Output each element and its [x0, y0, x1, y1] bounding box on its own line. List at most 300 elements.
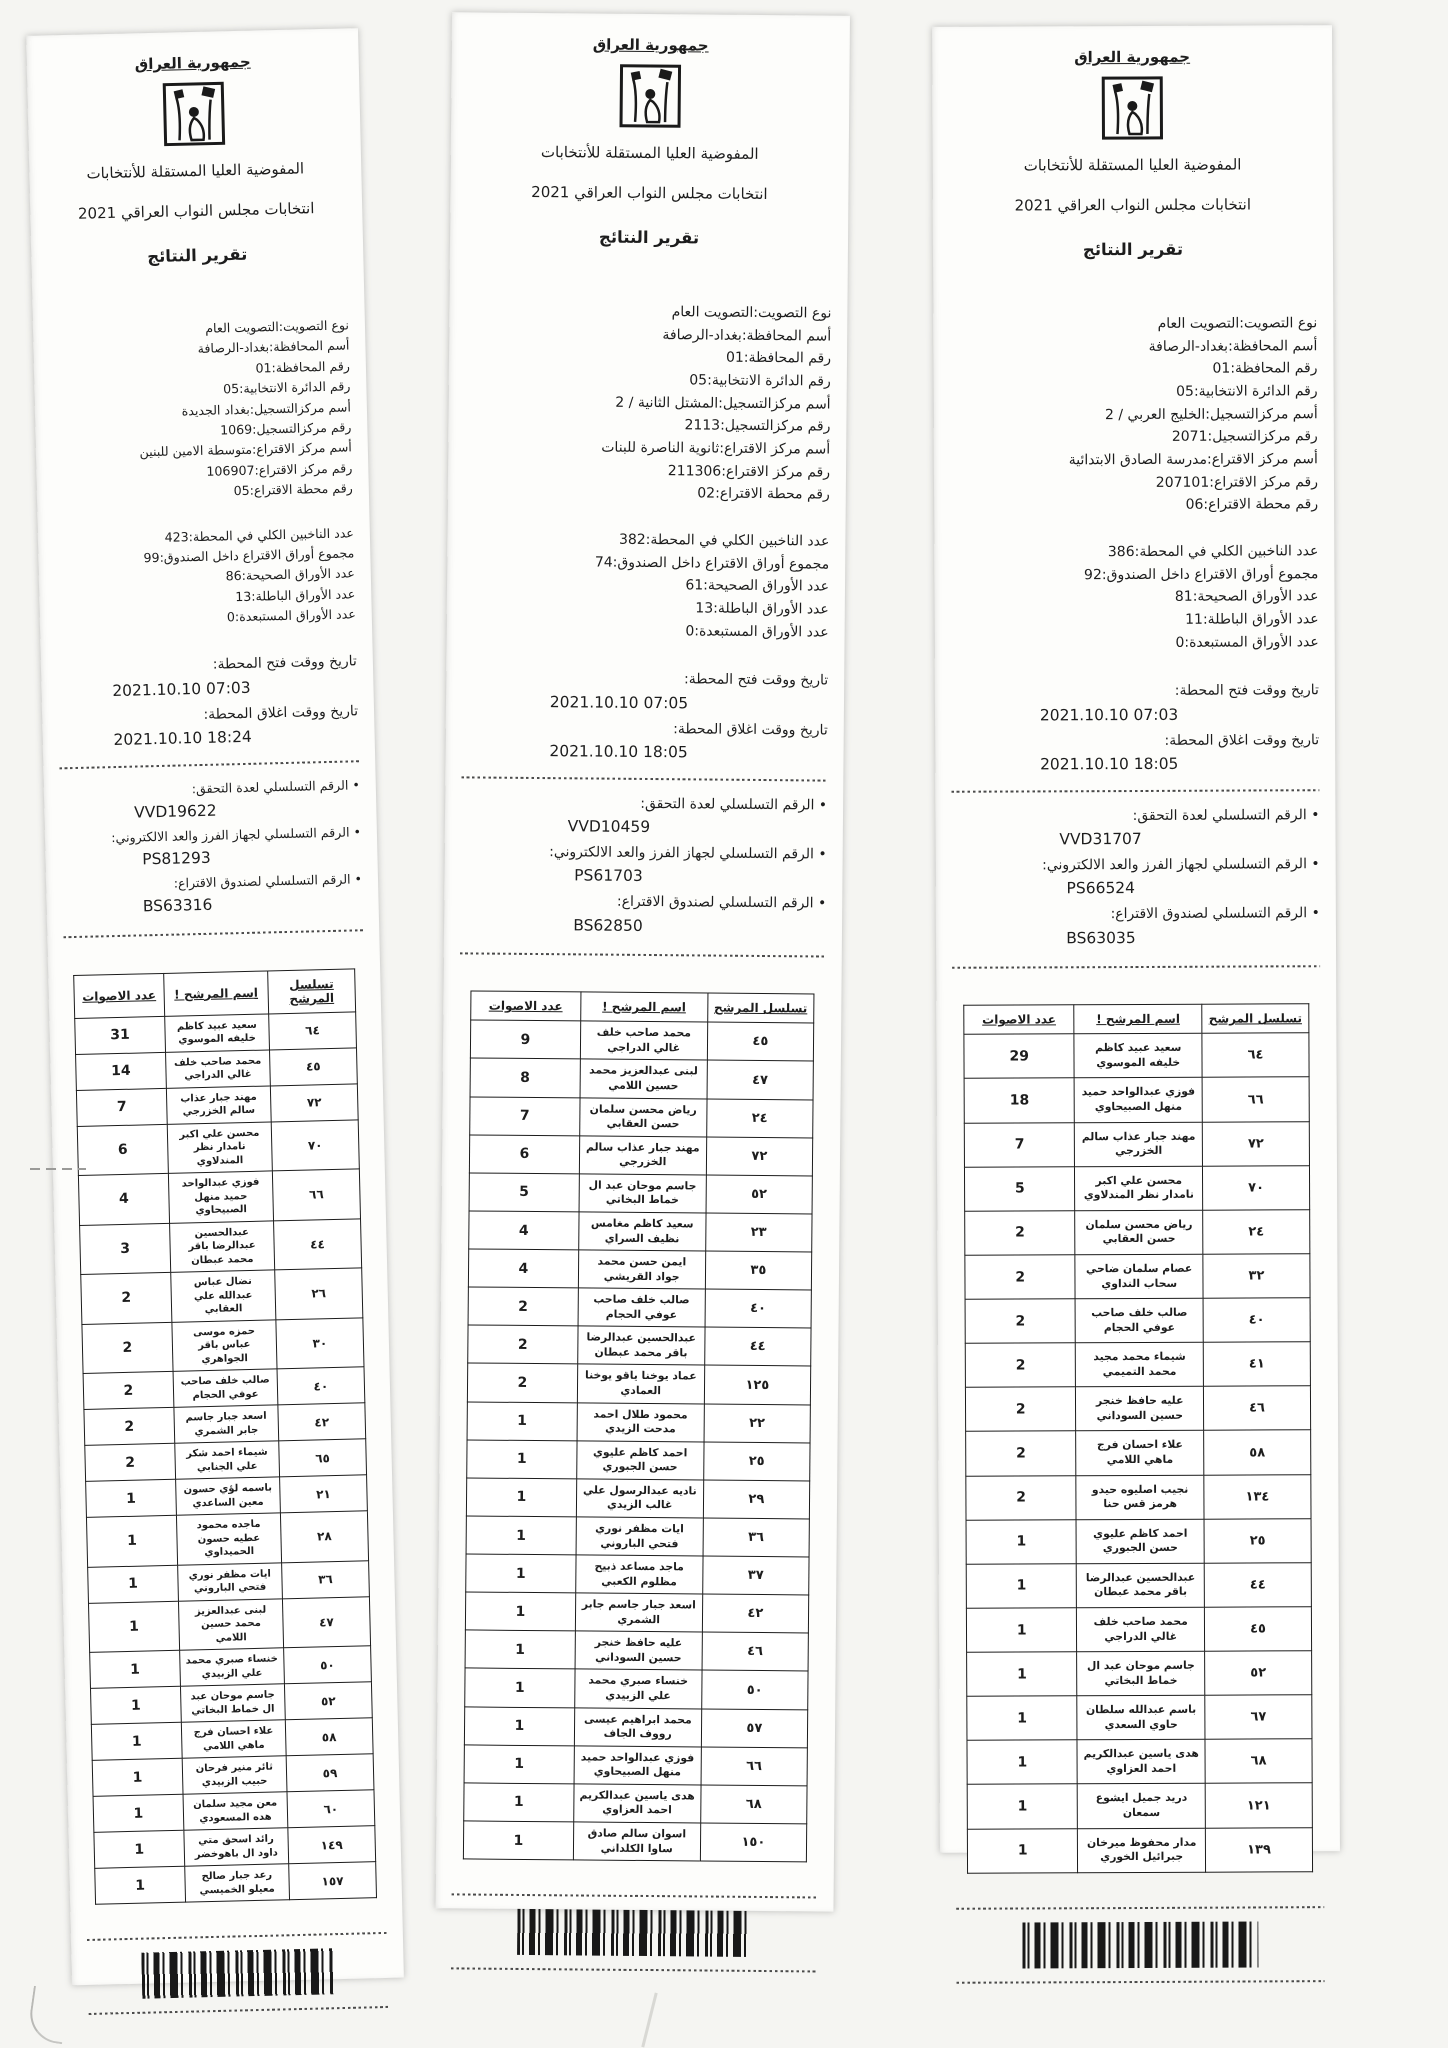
serial-label: • الرقم التسلسلي لعدة التحقق: — [1132, 806, 1320, 824]
info-line: أسم المحافظة:بغداد-الرصافة — [1148, 337, 1318, 355]
candidate-name: اسعد جبار جاسم جابر الشمري — [174, 1405, 279, 1443]
candidate-name: صالب خلف صاحب عوفي الحجام — [578, 1288, 705, 1327]
candidate-row — [470, 1097, 813, 1138]
candidate-row — [82, 1317, 364, 1373]
seq-column-header: تسلسل المرشح — [268, 969, 356, 1014]
candidate-name: عصام سلمان ضاحي سحاب النداوي — [1075, 1254, 1203, 1299]
country-title: جمهورية العراق — [134, 52, 251, 74]
candidate-name: فوزي عبدالواحد حميد منهل الصبيحاوي — [574, 1746, 701, 1785]
candidate-votes: 4 — [78, 1174, 169, 1226]
stat-line: عدد الأوراق الصحيحة:86 — [225, 565, 355, 584]
info-line: رقم محطة الاقتراع:06 — [1185, 496, 1319, 514]
info-line: رقم الدائرة الانتخابية:05 — [1176, 383, 1318, 400]
candidate-seq: ١٢١ — [1205, 1783, 1312, 1828]
candidate-votes: 6 — [469, 1135, 579, 1174]
votes-column-header: عدد الاصوات — [964, 1005, 1075, 1034]
candidate-seq: ٧٢ — [270, 1084, 358, 1122]
candidate-votes: 8 — [470, 1058, 580, 1097]
candidate-seq: ٧٠ — [271, 1120, 359, 1172]
election-title: انتخابات مجلس النواب العراقي 2021 — [531, 182, 768, 204]
stat-line: عدد الناخبين الكلي في المحطة:423 — [164, 524, 355, 545]
candidate-votes: 2 — [965, 1255, 1076, 1300]
candidate-row — [966, 1474, 1311, 1520]
barcode — [517, 1909, 752, 1957]
candidate-votes: 2 — [966, 1475, 1077, 1520]
name-column-header: اسم المرشح ! — [1074, 1005, 1202, 1035]
table-header-row — [471, 991, 814, 1023]
scan-artifact-streak — [641, 1992, 657, 2047]
candidate-name: جاسم موحان عبد ال خماط البخاتي — [579, 1174, 706, 1213]
dotted-separator — [951, 789, 1319, 794]
serial-value: PS81293 — [142, 848, 211, 869]
candidate-name: ثائر منير فرحان حبيب الزبيدي — [182, 1756, 287, 1794]
serial-numbers — [460, 791, 827, 942]
candidate-seq: ٤٥ — [707, 1022, 814, 1061]
info-line: أسم مركز الاقتراع:متوسطة الامين للبنين — [139, 439, 353, 460]
votes-column-header: عدد الاصوات — [74, 973, 165, 1018]
candidate-votes: 1 — [92, 1758, 183, 1796]
candidate-votes: 1 — [966, 1519, 1077, 1564]
info-line: أسم مركزالتسجيل:بغداد الجديدة — [181, 398, 352, 418]
serial-label: • الرقم التسلسلي لصندوق الاقتراع: — [1110, 905, 1320, 923]
candidate-name: نضال عباس عبدالله علي العقابي — [171, 1270, 276, 1322]
candidate-votes: 1 — [466, 1554, 576, 1593]
candidate-seq: ٥٠ — [701, 1670, 808, 1709]
info-line: رقم الدائرة الانتخابية:05 — [689, 372, 831, 390]
close-time-label: تاريخ ووقت اغلاق المحطة: — [673, 720, 828, 739]
candidate-votes: 1 — [91, 1722, 182, 1760]
candidate-seq: ٤٤ — [704, 1327, 811, 1366]
candidate-results-table — [463, 991, 815, 1863]
serial-value: PS66524 — [1066, 879, 1136, 898]
serial-value: VVD31707 — [1059, 830, 1142, 849]
candidate-name: هدى ياسين عبدالكريم احمد العزاوي — [574, 1784, 701, 1823]
election-title: انتخابات مجلس النواب العراقي 2021 — [1014, 195, 1252, 215]
candidate-row — [967, 1695, 1312, 1741]
info-line: رقم المحافظة:01 — [725, 350, 832, 367]
candidate-seq: ٦٤ — [1202, 1033, 1309, 1078]
candidate-seq: ٤٠ — [705, 1289, 812, 1328]
candidate-row — [465, 1592, 808, 1633]
report-title: تقرير النتائج — [1082, 239, 1184, 260]
candidate-name: ماجده محمود عطيه حسون الحميداوي — [176, 1513, 281, 1565]
candidate-seq: ٢٥ — [703, 1442, 810, 1481]
candidate-votes: 1 — [967, 1784, 1078, 1829]
candidate-row — [95, 1862, 377, 1905]
open-time-value: 2021.10.10 07:03 — [112, 678, 251, 700]
country-title: جمهورية العراق — [592, 35, 709, 55]
stat-line: عدد الأوراق الباطلة:13 — [695, 600, 829, 618]
candidate-seq: ٦٠ — [287, 1790, 375, 1828]
open-close-times — [461, 667, 828, 767]
close-time-value: 2021.10.10 18:24 — [113, 727, 253, 750]
serial-label: • الرقم التسلسلي لصندوق الاقتراع: — [173, 870, 363, 891]
serial-value: BS63035 — [1066, 928, 1136, 947]
info-line: أسم مركز الاقتراع:مدرسة الصادق الابتدائية — [1068, 451, 1318, 469]
candidate-row — [81, 1268, 363, 1324]
stat-line: عدد الأوراق المستبعدة:0 — [685, 623, 829, 641]
candidate-votes: 1 — [90, 1650, 181, 1688]
seq-column-header: تسلسل المرشح — [707, 993, 814, 1023]
serial-label: • الرقم التسلسلي لصندوق الاقتراع: — [616, 893, 827, 912]
candidate-name: فوزي عبدالواحد حميد منهل الصبيحاوي — [1075, 1078, 1203, 1123]
candidate-votes: 2 — [965, 1387, 1076, 1432]
candidate-votes: 4 — [468, 1249, 578, 1288]
candidate-seq: ٧٠ — [1203, 1165, 1310, 1210]
results-receipt-right — [932, 25, 1340, 1864]
candidate-votes: 7 — [964, 1122, 1075, 1167]
candidate-name: صالب خلف صاحب عوفي الحجام — [173, 1369, 278, 1407]
candidate-row — [464, 1707, 807, 1748]
candidate-votes: 2 — [85, 1443, 176, 1481]
candidate-name: سعيد كاظم مغامس نظيف السراي — [578, 1212, 705, 1251]
stat-line: مجموع أوراق الاقتراع داخل الصندوق:92 — [1084, 565, 1319, 583]
candidate-name: ايات مظفر نوري فتحي الباروني — [576, 1517, 703, 1556]
name-column-header: اسم المرشح ! — [164, 971, 269, 1016]
serial-label: • الرقم التسلسلي لجهاز الفرز والعد الالكتروني: — [549, 844, 827, 863]
report-title: تقرير النتائج — [146, 244, 248, 267]
candidate-seq: ٥٩ — [286, 1754, 374, 1792]
candidate-votes: 1 — [467, 1440, 577, 1479]
candidate-votes: 2 — [467, 1363, 577, 1402]
candidate-votes: 1 — [464, 1707, 574, 1746]
country-title: جمهورية العراق — [1074, 47, 1191, 67]
info-line: رقم مركز الاقتراع:211306 — [667, 462, 831, 481]
station-info — [49, 315, 353, 506]
candidate-seq: ٦٨ — [700, 1785, 807, 1824]
candidate-row — [466, 1516, 809, 1557]
candidate-name: خنساء صبري محمد علي الزبيدي — [180, 1648, 285, 1686]
candidate-seq: ٤٥ — [269, 1048, 357, 1086]
candidate-name: محمود طلال احمد مدحت الزيدي — [577, 1403, 704, 1442]
candidate-votes: 1 — [463, 1821, 573, 1860]
info-line: رقم مركزالتسجيل:2071 — [1171, 428, 1318, 446]
candidate-seq: ٣٥ — [705, 1251, 812, 1290]
candidate-votes: 3 — [80, 1223, 171, 1275]
candidate-name: محمد صاحب خلف غالي الدراجي — [580, 1021, 707, 1060]
candidate-row — [86, 1511, 368, 1567]
candidate-name: رياض محسن سلمان حسن العقابي — [1075, 1210, 1203, 1255]
candidate-name: لبنى عبدالعزيز محمد حسين اللامي — [178, 1598, 283, 1650]
dotted-separator — [461, 776, 827, 782]
candidate-votes: 1 — [966, 1608, 1077, 1653]
stat-line: عدد الأوراق الصحيحة:81 — [1174, 588, 1319, 606]
election-title: انتخابات مجلس النواب العراقي 2021 — [77, 199, 315, 223]
candidate-votes: 1 — [88, 1601, 179, 1653]
dotted-separator — [89, 2006, 389, 2016]
candidate-votes: 1 — [464, 1783, 574, 1822]
candidate-seq: ٤٧ — [282, 1596, 370, 1648]
candidate-row — [80, 1219, 362, 1275]
candidate-name: سعيد عبيد كاظم خليفه الموسوي — [165, 1014, 270, 1052]
candidate-seq: ١٣٤ — [1204, 1474, 1311, 1519]
candidate-row — [468, 1287, 811, 1328]
candidate-votes: 1 — [465, 1630, 575, 1669]
candidate-row — [967, 1783, 1312, 1829]
candidate-seq: ١٤٩ — [288, 1826, 376, 1864]
candidate-row — [965, 1386, 1310, 1432]
candidate-votes: 4 — [469, 1211, 579, 1250]
candidate-row — [470, 1020, 813, 1061]
open-time-label: تاريخ ووقت فتح المحطة: — [683, 671, 829, 689]
candidate-seq: ٤١ — [1203, 1342, 1310, 1387]
candidate-row — [469, 1211, 812, 1252]
info-line: رقم مركز الاقتراع:106907 — [206, 460, 353, 479]
candidate-seq: ٣٦ — [281, 1560, 369, 1598]
candidate-name: هدى ياسين عبدالكريم احمد العزاوي — [1077, 1740, 1205, 1785]
serial-value: BS62850 — [573, 915, 643, 935]
candidate-row — [78, 1169, 360, 1225]
votes-column-header: عدد الاصوات — [471, 991, 581, 1021]
candidate-seq: ٦٤ — [269, 1012, 357, 1050]
candidate-seq: ٢٦ — [275, 1268, 363, 1320]
candidate-votes: 2 — [84, 1407, 175, 1445]
dotted-separator — [460, 952, 826, 958]
candidate-seq: ٤٠ — [277, 1367, 365, 1405]
ihec-logo — [619, 64, 682, 137]
candidate-name: احمد كاظم عليوي حسن الجبوري — [576, 1441, 703, 1480]
barcode — [141, 1948, 334, 1999]
candidate-seq: ٤٠ — [1203, 1298, 1310, 1343]
candidate-votes: 7 — [76, 1088, 167, 1126]
candidate-name: علاء احسان فرج ماهي اللامي — [1076, 1431, 1204, 1476]
close-time-value: 2021.10.10 18:05 — [1040, 754, 1179, 774]
results-receipt-left — [26, 28, 404, 1985]
candidate-seq: ٤٥ — [1204, 1607, 1311, 1652]
dotted-separator — [59, 760, 359, 770]
table-header-row — [964, 1004, 1309, 1035]
barcode-zone — [451, 1893, 818, 1973]
candidate-row — [467, 1402, 810, 1443]
candidate-votes: 29 — [964, 1034, 1075, 1079]
candidate-row — [466, 1478, 809, 1519]
candidate-votes: 31 — [75, 1016, 166, 1054]
candidate-seq: ٥٨ — [285, 1718, 373, 1756]
candidate-row — [967, 1827, 1312, 1873]
info-line: رقم محطة الاقتراع:02 — [697, 485, 830, 503]
stat-line: مجموع أوراق الاقتراع داخل الصندوق:99 — [143, 545, 355, 566]
candidate-seq: ٧٢ — [1202, 1121, 1309, 1166]
candidate-seq: ٦٨ — [1205, 1739, 1312, 1784]
candidate-seq: ١٣٩ — [1205, 1827, 1312, 1872]
dotted-separator — [87, 1932, 387, 1942]
ihec-logo — [162, 81, 226, 154]
candidate-votes: 1 — [95, 1866, 186, 1904]
candidate-name: جاسم موحان عبد ال خماط البخاتي — [180, 1684, 285, 1722]
candidate-votes: 1 — [465, 1668, 575, 1707]
receipt-header — [43, 50, 348, 268]
scan-artifact-dashes — [30, 1168, 86, 1170]
candidate-name: علاء احسان فرج ماهي اللامي — [181, 1720, 286, 1758]
candidate-seq: ٤٦ — [1203, 1386, 1310, 1431]
candidate-row — [466, 1554, 809, 1595]
candidate-name: عليه حافظ خنجر حسين السوداني — [1076, 1387, 1204, 1432]
candidate-votes: 1 — [966, 1564, 1077, 1609]
serial-label: • الرقم التسلسلي لعدة التحقق: — [640, 795, 828, 814]
candidate-results-table — [963, 1004, 1313, 1874]
close-time-value: 2021.10.10 18:05 — [549, 742, 688, 762]
candidate-name: محمد ابراهيم عيسى رووف الجاف — [574, 1707, 701, 1746]
candidate-name: عماد يوخنا ياقو يوخنا العمادي — [577, 1364, 704, 1403]
stat-line: مجموع أوراق الاقتراع داخل الصندوق:74 — [594, 554, 830, 573]
serial-value: BS63316 — [142, 895, 213, 916]
candidate-seq: ٣٦ — [703, 1518, 810, 1557]
candidate-name: اسوان سالم صادق ساوا الكلداني — [573, 1822, 700, 1861]
candidate-row — [469, 1135, 812, 1176]
candidate-name: ناديه عبدالرسول علي غالب الزيدي — [576, 1479, 703, 1518]
candidate-row — [965, 1210, 1310, 1256]
candidate-seq: ٢٤ — [706, 1099, 813, 1138]
candidate-seq: ٦٦ — [701, 1747, 808, 1786]
candidate-row — [965, 1165, 1310, 1211]
candidate-name: نجيب اصليوه حيدو هرمز قس حنا — [1076, 1475, 1204, 1520]
candidate-seq: ٦٥ — [279, 1439, 367, 1477]
info-line: نوع التصويت:التصويت العام — [205, 317, 350, 336]
candidate-row — [470, 1058, 813, 1099]
candidate-seq: ٥٧ — [701, 1709, 808, 1748]
candidate-votes: 2 — [965, 1299, 1076, 1344]
candidate-name: ماجد مساعد ذبيح مظلوم الكعبي — [575, 1555, 702, 1594]
candidate-name: ايات مظفر نوري فتحي الباروني — [178, 1562, 283, 1600]
candidate-row — [467, 1363, 810, 1404]
info-line: رقم مركزالتسجيل:1069 — [219, 419, 352, 438]
candidate-votes: 1 — [967, 1652, 1078, 1697]
serial-numbers — [60, 775, 363, 923]
serial-label: • الرقم التسلسلي لجهاز الفرز والعد الالكتروني: — [1042, 856, 1320, 874]
candidate-name: صالب خلف صاحب عوفي الحجام — [1075, 1298, 1203, 1343]
candidate-seq: ٥٢ — [1205, 1651, 1312, 1696]
candidate-name: مهند جبار عذاب سالم الخزرجي — [1075, 1122, 1203, 1167]
candidate-seq: ٣٧ — [702, 1556, 809, 1595]
candidate-name: شيماء احمد شكر علي الجنابي — [175, 1441, 280, 1479]
report-title: تقرير النتائج — [598, 227, 700, 248]
dotted-separator — [452, 1893, 818, 1899]
candidate-name: معن مجيد سلمان هده المسعودي — [183, 1792, 288, 1830]
candidate-seq: ٢١ — [279, 1475, 367, 1513]
serial-value: VVD10459 — [567, 817, 651, 837]
table-header-row — [74, 969, 356, 1019]
barcode-zone — [87, 1932, 389, 2016]
barcode-zone — [956, 1906, 1324, 1985]
candidate-seq: ٣٠ — [276, 1317, 364, 1369]
serial-value: VVD19622 — [133, 801, 217, 822]
open-close-times — [57, 651, 359, 754]
info-line: رقم محطة الاقتراع:05 — [233, 480, 353, 499]
info-line: أسم المحافظة:بغداد-الرصافة — [662, 326, 832, 345]
candidate-name: عبدالحسين عبدالرضا باقر محمد عبطان — [577, 1326, 704, 1365]
candidate-name: محسن علي اكبر نامدار نظر المندلاوي — [1075, 1166, 1203, 1211]
candidate-name: محمد صاحب خلف غالي الدراجي — [165, 1050, 270, 1088]
candidate-name: باسم عبدالله سلطان حاوي السعدي — [1077, 1695, 1205, 1740]
candidate-votes: 1 — [90, 1686, 181, 1724]
candidate-name: رائد اسحق متي داود ال باهوخضر — [184, 1828, 289, 1866]
ballot-stats — [950, 540, 1318, 655]
candidate-row — [465, 1668, 808, 1709]
candidate-votes: 1 — [93, 1794, 184, 1832]
station-info — [949, 312, 1318, 518]
candidate-votes: 1 — [88, 1565, 179, 1603]
ballot-stats — [54, 523, 356, 632]
seq-column-header: تسلسل المرشح — [1202, 1004, 1309, 1033]
candidate-votes: 9 — [470, 1020, 580, 1059]
candidate-row — [464, 1745, 807, 1786]
candidate-seq: ١٢٥ — [704, 1365, 811, 1404]
ballot-stats — [463, 527, 830, 644]
candidate-votes: 2 — [468, 1287, 578, 1326]
stat-line: عدد الأوراق المستبعدة:0 — [1175, 633, 1319, 651]
candidate-row — [965, 1254, 1310, 1300]
candidate-row — [88, 1596, 370, 1652]
candidate-name: محسن علي اكبر نامدار نظر المندلاوي — [167, 1122, 272, 1174]
stat-line: عدد الأوراق الباطلة:11 — [1185, 611, 1319, 628]
candidate-seq: ٤٢ — [702, 1594, 809, 1633]
candidate-name: فوزي عبدالواحد حميد منهل الصبيحاوي — [168, 1171, 273, 1223]
candidate-seq: ٢٩ — [703, 1480, 810, 1519]
stat-line: عدد الأوراق الصحيحة:61 — [685, 577, 830, 595]
info-line: رقم المحافظة:01 — [255, 358, 351, 376]
candidate-name: سعيد عبيد كاظم خليفه الموسوي — [1074, 1034, 1202, 1079]
candidate-name: رياض محسن سلمان حسن العقابي — [579, 1098, 706, 1137]
candidate-row — [77, 1120, 359, 1176]
candidate-votes: 1 — [465, 1592, 575, 1631]
candidate-row — [965, 1298, 1310, 1344]
info-line: أسم مركزالتسجيل:المشتل الثانية / 2 — [615, 394, 831, 413]
candidate-row — [468, 1325, 811, 1366]
commission-title: المفوضية العليا المستقلة للأنتخابات — [1023, 155, 1242, 175]
candidate-votes: 1 — [86, 1479, 177, 1517]
info-line: رقم المحافظة:01 — [1212, 360, 1318, 377]
candidate-votes: 2 — [966, 1431, 1077, 1476]
candidate-name: ايمن حسن محمد جواد القريشي — [578, 1250, 705, 1289]
close-time-label: تاريخ ووقت اغلاق المحطة: — [1164, 731, 1320, 749]
candidate-seq: ٢٣ — [705, 1213, 812, 1252]
commission-title: المفوضية العليا المستقلة للأنتخابات — [540, 143, 759, 163]
candidate-votes: 2 — [468, 1325, 578, 1364]
info-line: نوع التصويت:التصويت العام — [671, 304, 832, 322]
stat-line: عدد الناخبين الكلي في المحطة:386 — [1107, 543, 1319, 561]
info-line: أسم المحافظة:بغداد-الرصافة — [197, 337, 350, 357]
candidate-row — [468, 1249, 811, 1290]
candidate-seq: ٤٧ — [707, 1060, 814, 1099]
candidate-seq: ١٥٧ — [289, 1862, 377, 1900]
candidate-votes: 5 — [965, 1166, 1076, 1211]
open-time-value: 2021.10.10 07:05 — [549, 692, 689, 713]
stat-line: عدد الأوراق الباطلة:13 — [235, 585, 356, 604]
barcode — [1023, 1921, 1259, 1968]
candidate-votes: 1 — [467, 1402, 577, 1441]
receipt-header — [948, 47, 1317, 260]
candidate-seq: ٢٨ — [280, 1511, 368, 1563]
candidate-row — [966, 1430, 1311, 1476]
info-line: رقم مركزالتسجيل:2113 — [684, 417, 831, 435]
candidate-votes: 14 — [76, 1052, 167, 1090]
candidate-votes: 7 — [470, 1097, 580, 1136]
info-line: أسم مركز الاقتراع:ثانوية الناصرة للبنات — [601, 439, 831, 458]
candidate-seq: ٤٦ — [702, 1632, 809, 1671]
candidate-row — [964, 1121, 1309, 1167]
candidate-name: عليه حافظ خنجر حسين السوداني — [575, 1631, 702, 1670]
dotted-separator — [957, 1980, 1325, 1985]
candidate-name: مهند جبار عذاب سالم الخزرجي — [579, 1136, 706, 1175]
candidate-row — [965, 1342, 1310, 1388]
candidate-row — [467, 1440, 810, 1481]
candidate-row — [469, 1173, 812, 1214]
candidate-name: خنساء صبري محمد علي الزبيدي — [575, 1669, 702, 1708]
stat-line: عدد الناخبين الكلي في المحطة:382 — [618, 531, 830, 550]
dotted-separator — [63, 929, 363, 939]
candidate-seq: ٤٢ — [278, 1403, 366, 1441]
serial-label: • الرقم التسلسلي لجهاز الفرز والعد الالكتروني: — [111, 824, 362, 845]
